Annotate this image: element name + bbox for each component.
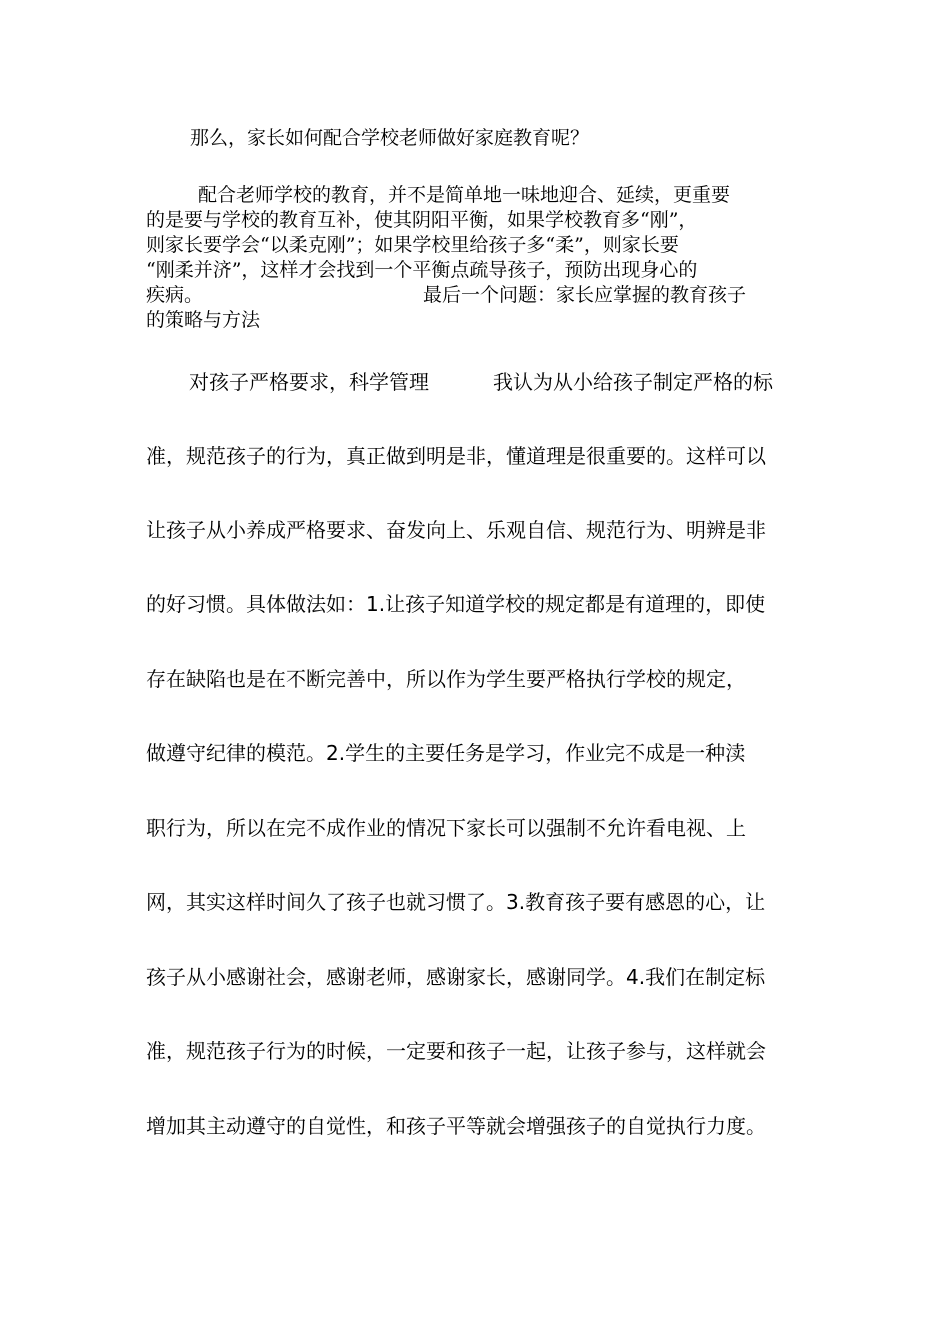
answer-line-5: 疾病。 [146,284,204,306]
body-line-6: 做遵守纪律的模范。2.学生的主要任务是学习，作业完不成是一种渎 [146,741,746,765]
body-heading: 对孩子严格要求，科学管理 [189,370,429,394]
body-line-11: 增加其主动遵守的自觉性，和孩子平等就会增强孩子的自觉执行力度。 [146,1114,766,1138]
body-line-9: 孩子从小感谢社会，感谢老师，感谢家长，感谢同学。4.我们在制定标 [146,965,766,989]
body-line-8: 网，其实这样时间久了孩子也就习惯了。3.教育孩子要有感恩的心，让 [146,890,766,914]
answer-line-1: 配合老师学校的教育，并不是简单地一味地迎合、延续，更重要 [198,184,731,206]
body-line-1: 我认为从小给孩子制定严格的标 [493,370,773,394]
answer-line-6: 的策略与方法 [146,309,261,331]
body-line-2: 准，规范孩子的行为，真正做到明是非，懂道理是很重要的。这样可以 [146,444,766,468]
last-question-heading: 最后一个问题：家长应掌握的教育孩子 [423,284,747,306]
answer-line-4: “刚柔并济”，这样才会找到一个平衡点疏导孩子，预防出现身心的 [146,259,698,281]
body-line-7: 职行为，所以在完不成作业的情况下家长可以强制不允许看电视、上 [146,816,746,840]
question-heading: 那么，家长如何配合学校老师做好家庭教育呢？ [190,127,590,149]
body-line-3: 让孩子从小养成严格要求、奋发向上、乐观自信、规范行为、明辨是非 [146,518,766,542]
body-line-4: 的好习惯。具体做法如：1.让孩子知道学校的规定都是有道理的，即使 [146,592,766,616]
body-line-5: 存在缺陷也是在不断完善中，所以作为学生要严格执行学校的规定， [146,667,746,691]
answer-line-3: 则家长要学会“以柔克刚”；如果学校里给孩子多“柔”，则家长要 [146,234,679,256]
body-line-10: 准，规范孩子行为的时候，一定要和孩子一起，让孩子参与，这样就会 [146,1039,766,1063]
answer-line-2: 的是要与学校的教育互补，使其阴阳平衡，如果学校教育多“刚”， [146,209,698,231]
